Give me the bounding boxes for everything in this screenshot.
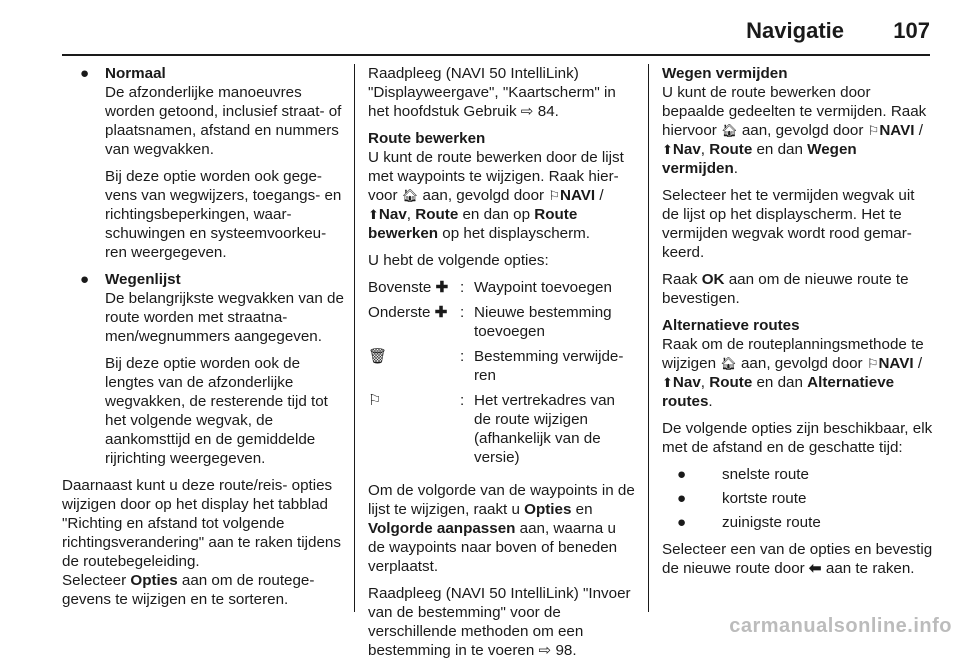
option-row: Onderste ✚ : Nieuwe bestemming toevoegen <box>368 304 612 340</box>
arrow-up-icon: ⬆ <box>368 207 379 222</box>
paragraph: De belangrijkste wegvakken van de route worden met straatna- men/wegnummers aangegeven. <box>105 290 344 345</box>
paragraph: Selecteer het te vermijden wegvak uit de lijst op het displayscherm. Het te vermijden wegvak wordt rood gemar- keerd. <box>662 187 915 261</box>
paragraph: De volgende opties zijn beschikbaar, elk met de afstand en de geschatte tijd: <box>662 420 933 456</box>
paragraph: Raak om de routeplanningsmethode te wijzigen 🏠︎ aan, gevolgd door ⚐NAVI / ⬆Nav, Route en dan Alternatieve routes. <box>662 336 924 410</box>
paragraph: Daarnaast kunt u deze route/reis- opties wijzigen door op het display het tabblad "Richting en afstand tot volgende richtingsverandering" aan te raken tijdens de routebegeleiding. <box>62 477 341 570</box>
bullet-wegenlijst <box>62 270 346 468</box>
plus-icon: ✚ <box>435 279 449 296</box>
bullet-icon: ● <box>677 466 687 483</box>
page-header <box>0 0 960 60</box>
paragraph: U hebt de volgende opties: <box>368 252 549 269</box>
paragraph: Raak OK aan om de nieuwe route te bevestigen. <box>662 271 909 307</box>
bullet-title: Wegenlijst <box>105 271 181 288</box>
bullet-icon: ● <box>80 271 90 288</box>
bullet-normaal <box>62 64 346 262</box>
paragraph: U kunt de route bewerken door de lijst met waypoints te wijzigen. Raak hier- voor 🏠︎ aan, gevolgd door ⚐NAVI / ⬆Nav, Route en dan op Route bewerken op het displayscherm. <box>368 149 624 242</box>
home-icon: 🏠︎ <box>721 123 738 138</box>
column-3 <box>662 64 934 586</box>
page-title: Navigatie <box>746 18 844 43</box>
bullet-icon: ● <box>677 514 687 531</box>
bullet-icon: ● <box>677 490 687 507</box>
flag-icon: ⚐ <box>867 123 880 138</box>
option-row: 🗑︎ : Bestemming verwijde- ren <box>368 348 624 384</box>
bullet-icon: ● <box>80 65 90 82</box>
trash-icon: 🗑︎ <box>368 348 388 365</box>
flag-icon: ⚐ <box>866 356 879 371</box>
bullet-title: Normaal <box>105 65 166 82</box>
paragraph: Raadpleeg (NAVI 50 IntelliLink) "Invoer van de bestemming" voor de verschillende methoden om een bestemming in te voeren ⇨ 98. <box>368 585 631 659</box>
home-icon: 🏠︎ <box>720 356 737 371</box>
section-heading: Wegen vermijden <box>662 65 788 82</box>
flag-icon: ⚐ <box>548 188 560 203</box>
paragraph: Selecteer Opties aan om de routege- gevens te wijzigen en te sorteren. <box>62 572 315 608</box>
column-1 <box>62 64 346 617</box>
column-divider-1 <box>354 64 355 612</box>
paragraph: Bij deze optie worden ook de lengtes van de afzonderlijke wegvakken, de resterende tijd tot het volgende wegvak, de aankomsttijd en de gemiddelde rijrichting weergegeven. <box>105 355 328 467</box>
column-divider-2 <box>648 64 649 612</box>
home-icon: 🏠︎ <box>401 188 419 203</box>
paragraph: De afzonderlijke manoeuvres worden getoond, inclusief straat- of plaatsnamen, afstand en nummers van wegvakken. <box>105 84 342 158</box>
header-rule <box>62 54 930 56</box>
flag-icon: ⚐ <box>368 392 382 409</box>
column-2 <box>368 64 636 668</box>
page-number: 107 <box>893 18 930 43</box>
arrow-up-icon: ⬆ <box>662 375 673 390</box>
paragraph: Bij deze optie worden ook gege- vens van wegwijzers, toegangs- en richtingsbeperkingen, waar- schuwingen en systeemvoorkeu- ren weergegeven. <box>105 168 342 261</box>
plus-icon: ✚ <box>434 304 448 321</box>
watermark: carmanualsonline.info <box>729 615 952 637</box>
arrow-up-icon: ⬆ <box>662 142 673 157</box>
option-row: ⚐ : Het vertrekadres van de route wijzigen (afhankelijk van de versie) <box>368 392 615 466</box>
section-heading: Alternatieve routes <box>662 317 800 334</box>
paragraph: U kunt de route bewerken door bepaalde gedeelten te vermijden. Raak hiervoor 🏠︎ aan, gevolgd door ⚐NAVI / ⬆Nav, Route en dan Wegen vermijden. <box>662 84 927 177</box>
section-heading: Route bewerken <box>368 130 486 147</box>
paragraph: Raadpleeg (NAVI 50 IntelliLink) "Displayweergave", "Kaartscherm" in het hoofdstuk Gebruik ⇨ 84. <box>368 65 616 120</box>
back-arrow-icon: ⬅ <box>808 560 822 577</box>
paragraph: Selecteer een van de opties en bevestig de nieuwe route door ⬅ aan te raken. <box>662 541 933 577</box>
paragraph: Om de volgorde van de waypoints in de lijst te wijzigen, raakt u Opties en Volgorde aanpassen aan, waarna u de waypoints naar boven of beneden verplaatst. <box>368 482 635 575</box>
option-row: Bovenste ✚ : Waypoint toevoegen <box>368 279 612 296</box>
list-item: ● zuinigste route <box>677 514 821 531</box>
list-item: ● snelste route <box>677 466 809 483</box>
list-item: ● kortste route <box>677 490 807 507</box>
